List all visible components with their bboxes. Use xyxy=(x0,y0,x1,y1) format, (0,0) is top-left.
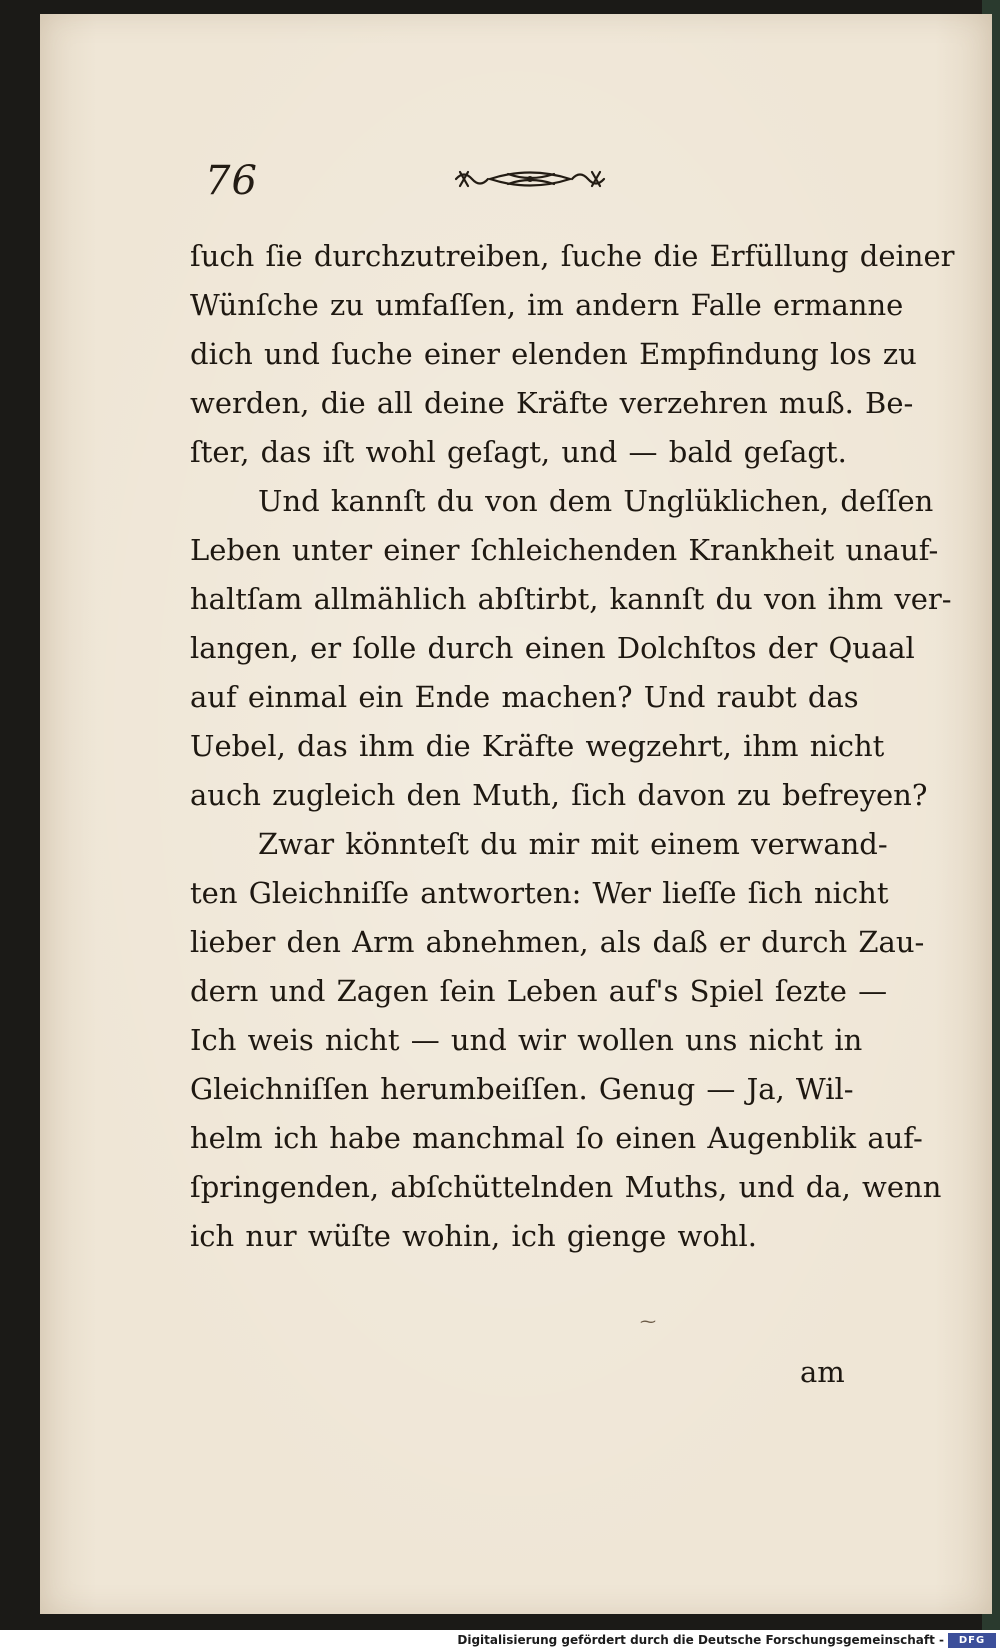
text-line: ſpringenden, abſchüttelnden Muths, und da, wenn xyxy=(190,1170,942,1204)
text-line: helm ich habe manchmal ſo einen Augenblik auf- xyxy=(190,1121,923,1155)
ornament-icon xyxy=(450,162,610,196)
text-line: auf einmal ein Ende machen? Und raubt das xyxy=(190,680,859,714)
text-line: ich nur wüſte wohin, ich gienge wohl. xyxy=(190,1219,757,1253)
text-line: ſter, das iſt wohl geſagt, und — bald geſagt. xyxy=(190,435,847,469)
funding-credit: Digitalisierung gefördert durch die Deutsche Forschungsgemeinschaft - xyxy=(457,1633,944,1647)
text-line: Ich weis nicht — und wir wollen uns nicht in xyxy=(190,1023,863,1057)
body-text xyxy=(190,232,955,1261)
text-line: dern und Zagen ſein Leben auf's Spiel ſezte — xyxy=(190,974,888,1008)
text-line: ſuch ſie durchzutreiben, ſuche die Erfüllung deiner xyxy=(190,239,955,273)
text-line: Gleichniſſen herumbeiſſen. Genug — Ja, Wil- xyxy=(190,1072,854,1106)
page-number: 76 xyxy=(205,158,258,204)
catchword: am xyxy=(800,1355,845,1389)
text-line: lieber den Arm abnehmen, als daß er durch Zau- xyxy=(190,925,925,959)
text-line: werden, die all deine Kräfte verzehren muß. Be- xyxy=(190,386,914,420)
text-line: langen, er ſolle durch einen Dolchſtos der Quaal xyxy=(190,631,915,665)
text-line: Leben unter einer ſchleichenden Krankheit unauf- xyxy=(190,533,939,567)
text-line: Zwar könnteſt du mir mit einem verwand- xyxy=(258,827,888,861)
text-line: haltſam allmählich abſtirbt, kannſt du von ihm ver- xyxy=(190,582,952,616)
text-line: dich und ſuche einer elenden Empfindung los zu xyxy=(190,337,917,371)
text-line: ten Gleichniſſe antworten: Wer lieſſe ſich nicht xyxy=(190,876,889,910)
text-line: Und kannſt du von dem Unglüklichen, deſſen xyxy=(258,484,934,518)
text-line: Wünſche zu umfaſſen, im andern Falle ermanne xyxy=(190,288,904,322)
text-line: Uebel, das ihm die Kräfte wegzehrt, ihm nicht xyxy=(190,729,885,763)
text-line: auch zugleich den Muth, ſich davon zu befreyen? xyxy=(190,778,928,812)
dfg-logo-icon: DFG xyxy=(948,1633,996,1648)
ink-smudge: ⁓ xyxy=(640,1312,656,1331)
